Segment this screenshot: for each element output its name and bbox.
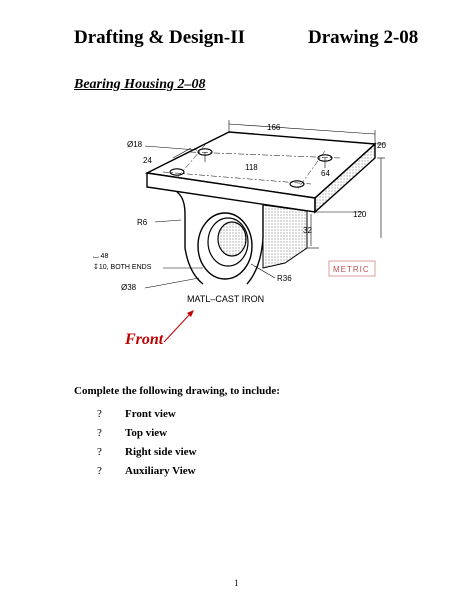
list-item [97, 404, 197, 423]
dim-32: 32 [303, 226, 312, 235]
drawing-number: Drawing 2-08 [308, 27, 419, 48]
dim-38: Ø38 [121, 283, 137, 292]
bullet-icon: ? [97, 426, 102, 439]
metric-stamp: METRIC [333, 265, 370, 274]
instructions: Complete the following drawing, to include: [74, 385, 280, 397]
mounting-hole-2 [170, 169, 184, 175]
dim-depth: ↧10, BOTH ENDS [93, 264, 152, 271]
dim-counterbore: ⌴ 48 [93, 253, 109, 260]
dim-r6: R6 [137, 218, 148, 227]
list-item [97, 461, 197, 480]
dim-24: 24 [143, 156, 152, 165]
list-item [97, 442, 197, 461]
dim-r36: R36 [277, 274, 292, 283]
web-side-shading [263, 205, 307, 268]
page-number: 1 [234, 578, 239, 588]
dim-18: Ø18 [127, 140, 143, 149]
dim-20: 20 [377, 141, 386, 150]
drawing-subtitle: Bearing Housing 2–08 [74, 77, 206, 92]
dim-120: 120 [353, 210, 367, 219]
dim-64: 64 [321, 169, 330, 178]
bearing-housing-drawing [85, 118, 405, 318]
bore [218, 222, 246, 256]
front-label: Front [125, 331, 164, 348]
list-item-label: Auxiliary View [125, 464, 196, 477]
course-title: Drafting & Design-II [74, 27, 245, 48]
bullet-icon: ? [97, 464, 102, 477]
list-item [97, 423, 197, 442]
bullet-icon: ? [97, 445, 102, 458]
list-item-label: Top view [125, 426, 168, 439]
list-item-label: Front view [125, 407, 176, 420]
dim-118: 118 [245, 163, 258, 172]
bullet-icon: ? [97, 407, 102, 420]
material-note: MATL–CAST IRON [187, 294, 265, 304]
list-item-label: Right side view [125, 445, 197, 458]
dim-166: 166 [267, 123, 281, 132]
view-list [97, 404, 197, 480]
front-arrow-icon [160, 306, 200, 346]
mounting-hole-4 [290, 181, 304, 187]
